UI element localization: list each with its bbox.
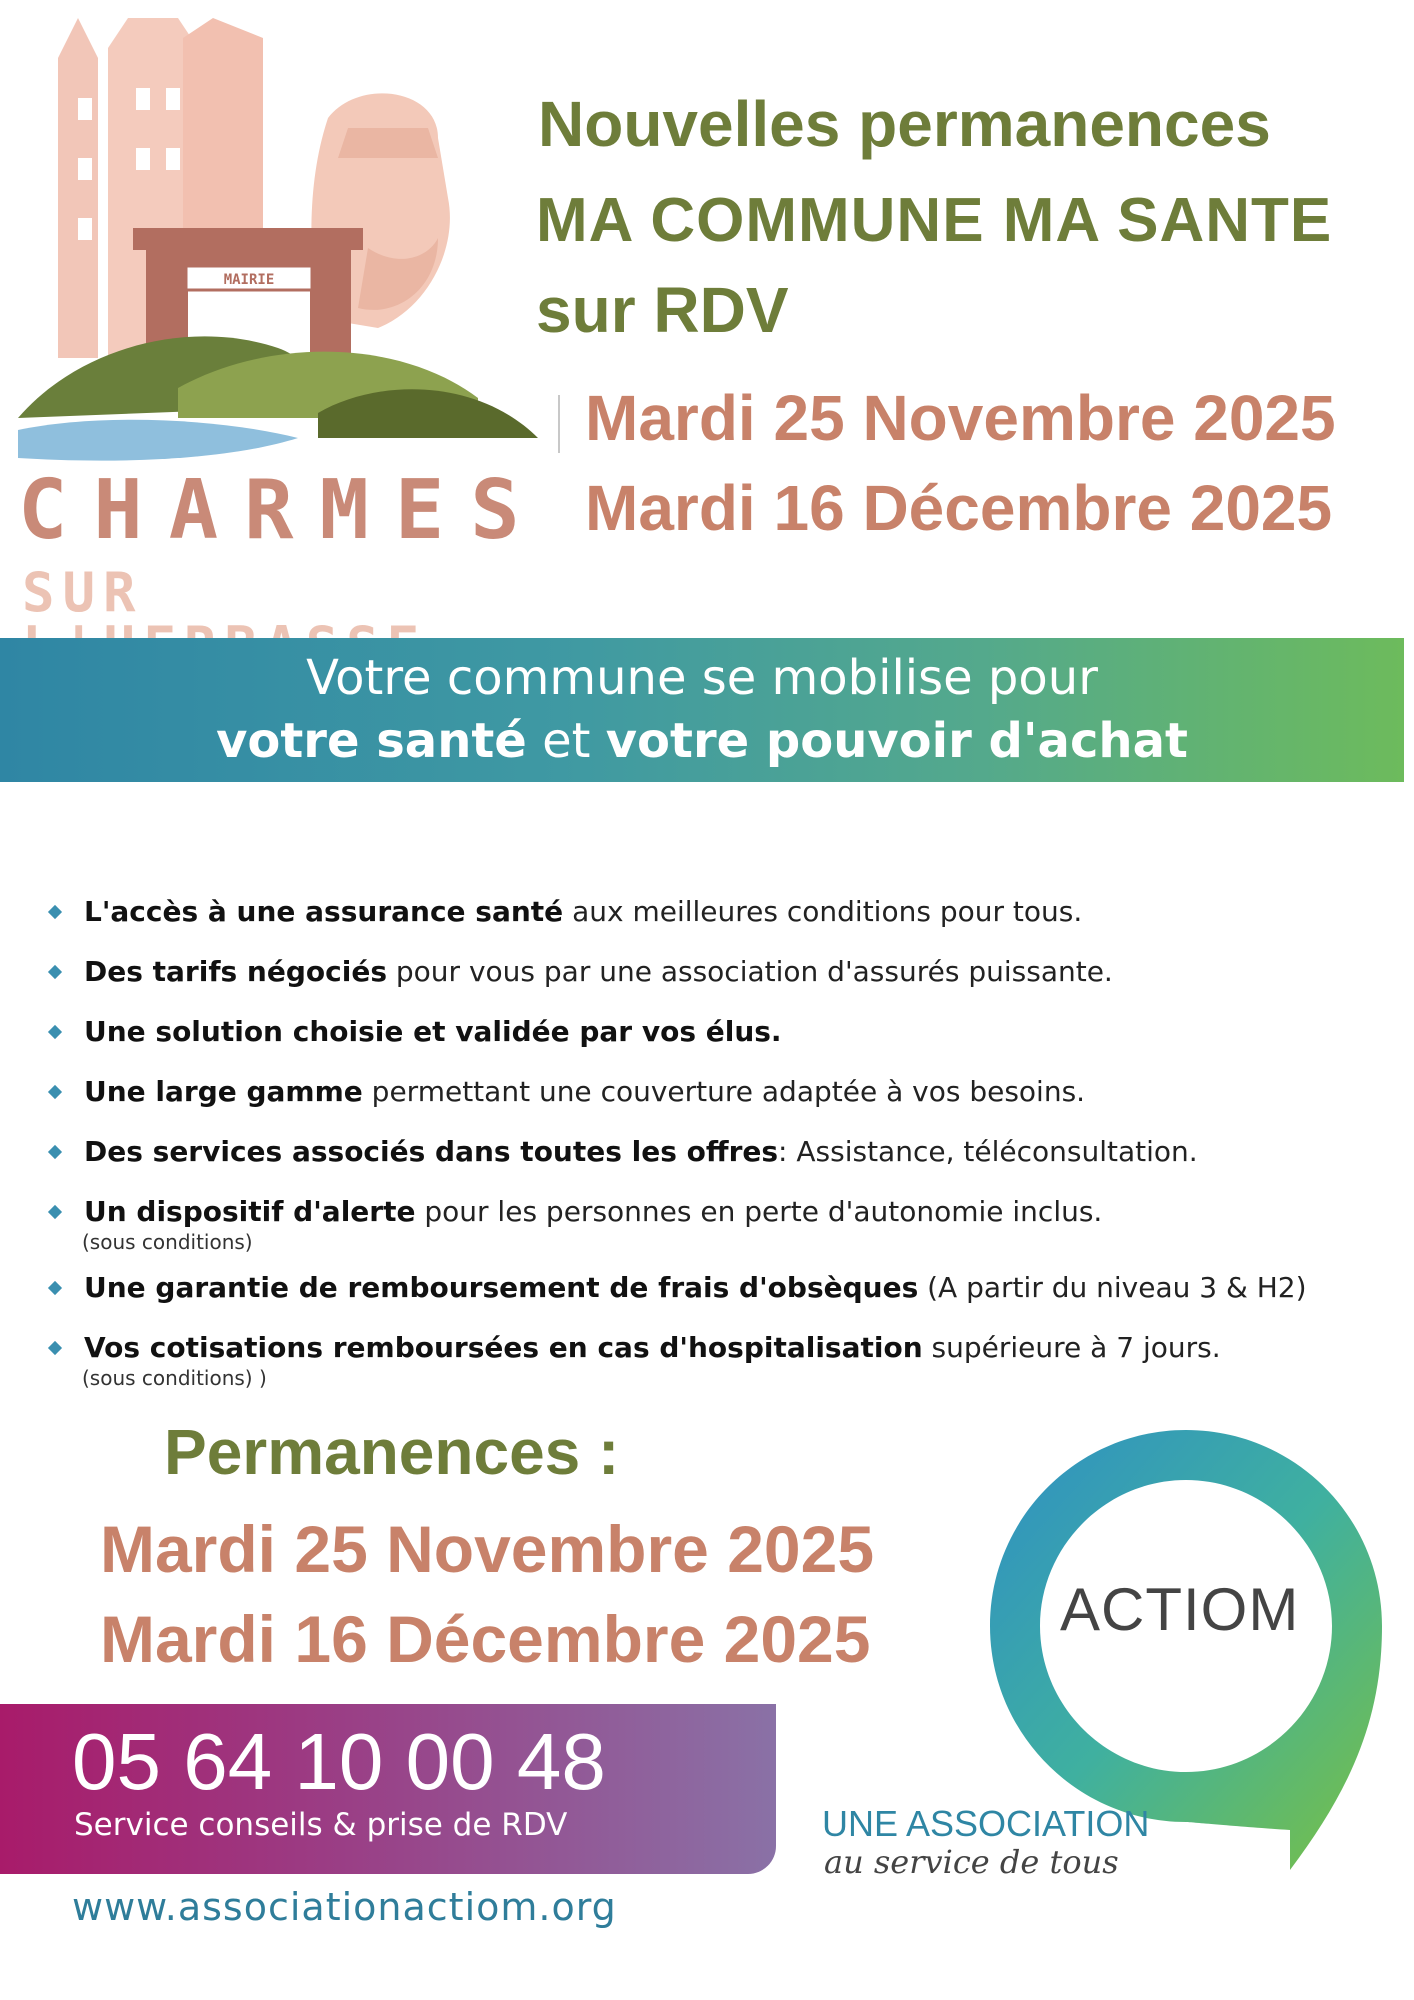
- banner-line2: [0, 715, 1404, 768]
- association-tagline: UNE ASSOCIATION: [822, 1803, 1150, 1844]
- website-link[interactable]: www.associationactiom.org: [72, 1885, 617, 1929]
- phone-subtitle: Service conseils & prise de RDV: [74, 1807, 568, 1843]
- banner-connector: et: [526, 713, 606, 769]
- list-item-bold: Une large gamme: [84, 1075, 363, 1108]
- permanence-date-1: Mardi 25 Novembre 2025: [100, 1512, 875, 1586]
- phone-number[interactable]: 05 64 10 00 48: [72, 1717, 606, 1806]
- list-item-text: supérieure à 7 jours.: [922, 1331, 1221, 1364]
- list-item-bold: Vos cotisations remboursées en cas d'hospitalisation: [84, 1331, 923, 1364]
- diamond-bullet-icon: [48, 1341, 62, 1355]
- list-item-bold: Une garantie de remboursement de frais d'obsèques: [84, 1271, 919, 1304]
- list-item-bold: L'accès à une assurance santé: [84, 895, 564, 928]
- conditions-note: (sous conditions): [82, 1230, 253, 1254]
- list-item: [48, 882, 1408, 942]
- conditions-note: (sous conditions) ): [82, 1366, 267, 1390]
- logo-subtitle-text: SUR: [22, 561, 144, 624]
- headline-line2: MA COMMUNE MA SANTE: [536, 186, 1333, 255]
- list-item: [48, 1002, 1408, 1062]
- header-date-2: Mardi 16 Décembre 2025: [585, 472, 1333, 544]
- actiom-wordmark: ACTIOM: [1060, 1576, 1300, 1643]
- banner-bold-sante: votre santé: [216, 713, 527, 769]
- diamond-bullet-icon: [48, 1145, 62, 1159]
- list-item: [48, 942, 1408, 1002]
- headline-line3: sur RDV: [536, 274, 789, 346]
- benefits-list: [48, 882, 1408, 1390]
- list-item-bold: Un dispositif d'alerte: [84, 1195, 416, 1228]
- list-item: [48, 1182, 1408, 1242]
- list-item-bold: Une solution choisie et validée par vos élus.: [84, 1015, 782, 1048]
- list-item: [48, 1062, 1408, 1122]
- list-item-text: pour les personnes en perte d'autonomie inclus.: [415, 1195, 1103, 1228]
- banner-line1: Votre commune se mobilise pour: [306, 650, 1098, 706]
- diamond-bullet-icon: [48, 905, 62, 919]
- diamond-bullet-icon: [48, 1281, 62, 1295]
- logo-charmes-text: CHARMES: [18, 463, 546, 558]
- list-item-text: permettant une couverture adaptée à vos besoins.: [362, 1075, 1086, 1108]
- diamond-bullet-icon: [48, 1205, 62, 1219]
- diamond-bullet-icon: [48, 1025, 62, 1039]
- banner-bold-pouvoir: votre pouvoir d'achat: [605, 713, 1188, 769]
- list-item-text: aux meilleures conditions pour tous.: [563, 895, 1083, 928]
- list-item: [48, 1122, 1408, 1182]
- permanence-date-2: Mardi 16 Décembre 2025: [100, 1602, 871, 1676]
- diamond-bullet-icon: [48, 965, 62, 979]
- permanences-title: Permanences :: [164, 1416, 620, 1488]
- list-item: [48, 1318, 1408, 1378]
- list-item-text: : Assistance, téléconsultation.: [778, 1135, 1198, 1168]
- diamond-bullet-icon: [48, 1085, 62, 1099]
- list-item-text: pour vous par une association d'assurés puissante.: [386, 955, 1113, 988]
- divider: [558, 395, 560, 453]
- mairie-sign-text: MAIRIE: [223, 272, 275, 288]
- list-item-bold: Des tarifs négociés: [84, 955, 387, 988]
- headline-line1: Nouvelles permanences: [538, 88, 1271, 160]
- list-item-bold: Des services associés dans toutes les offres: [84, 1135, 779, 1168]
- header-date-1: Mardi 25 Novembre 2025: [585, 382, 1336, 454]
- list-item-text: (A partir du niveau 3 & H2): [918, 1271, 1307, 1304]
- association-subtagline: au service de tous: [824, 1843, 1119, 1881]
- list-item: [48, 1258, 1408, 1318]
